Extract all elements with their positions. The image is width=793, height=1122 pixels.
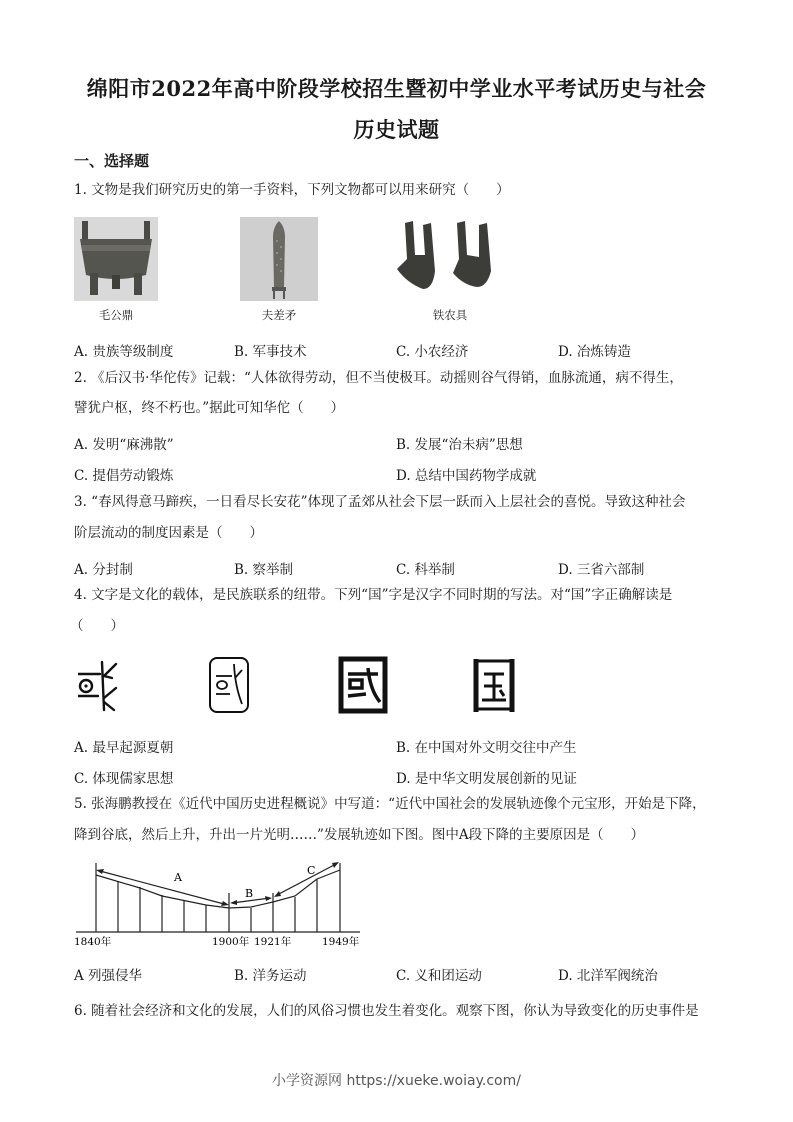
q5-option-d[interactable]: D. 北洋军阀统治 [558,968,658,984]
page-subtitle: 历史试题 [353,117,440,142]
q4-option-d[interactable]: D. 是中华文明发展创新的见证 [396,771,577,787]
q3-option-a[interactable]: A. 分封制 [74,562,133,578]
seal-script-guo-glyph [208,656,250,714]
q5-option-b[interactable]: B. 洋务运动 [234,968,307,984]
question-2-stem-line-1: 2. 《后汉书·华佗传》记载：“人体欲得劳动，但不当使极耳。动摇则谷气得销，血脉流通，病不得生， [74,370,683,386]
question-2-stem-line-2: 譬犹户枢，终不朽也。”据此可知华佗（ ） [74,400,345,416]
q1-option-c[interactable]: C. 小农经济 [396,344,469,360]
page-title: 绵阳市2022年高中阶段学校招生暨初中学业水平考试历史与社会 [86,76,707,101]
q1-option-a[interactable]: A. 贵族等级制度 [74,344,174,360]
question-3-stem-line-2: 阶层流动的制度因素是（ ） [74,525,263,541]
q2-option-b[interactable]: B. 发展“治未病”思想 [396,437,523,453]
question-5-stem-line-2: 降到谷底，然后上升，升出一片光明……”发展轨迹如下图。图中A段下降的主要原因是（ ） [74,827,645,843]
question-1-stem: 1. 文物是我们研究历史的第一手资料，下列文物都可以用来研究（ ） [74,182,510,198]
q1-option-b[interactable]: B. 军事技术 [234,344,307,360]
q2-option-c[interactable]: C. 提倡劳动锻炼 [74,468,174,484]
segment-b-label: B [245,887,254,900]
development-trajectory-diagram [74,855,364,950]
segment-a-label: A [174,871,182,884]
year-label: 1900年 [212,936,250,948]
question-4-stem-line-1: 4. 文字是文化的载体，是民族联系的纽带。下列“国”字是汉字不同时期的写法。对“国”字正确解读是 [74,587,673,603]
question-3-stem-line-1: 3. “春风得意马蹄疾，一日看尽长安花”体现了孟郊从社会下层一跃而入上层社会的喜悦。导致这种社会 [74,494,686,510]
question-5-stem-line-1: 5. 张海鹏教授在《近代中国历史进程概说》中写道：“近代中国社会的发展轨迹像个元宝形，开始是下降， [74,796,706,812]
bronze-ding-image [74,217,158,301]
q3-option-b[interactable]: B. 察举制 [234,562,294,578]
year-label: 1840年 [74,936,112,948]
q1-option-d[interactable]: D. 冶炼铸造 [558,344,631,360]
q2-option-d[interactable]: D. 总结中国药物学成就 [396,468,537,484]
q3-option-d[interactable]: D. 三省六部制 [558,562,645,578]
traditional-guo-glyph [338,656,388,714]
year-label: 1921年 [254,936,292,948]
image-caption: 夫差矛 [261,308,297,322]
q5-option-a[interactable]: A 列强侵华 [74,968,143,984]
year-label: 1949年 [322,936,360,948]
image-caption: 毛公鼎 [98,308,134,322]
oracle-bone-guo-glyph [78,656,120,714]
bronze-spear-image [240,217,318,301]
question-4-stem-line-2: （ ） [70,618,124,634]
watermark-footer: 小学资源网 https://xueke.woiay.com/ [272,1073,521,1089]
q5-option-c[interactable]: C. 义和团运动 [396,968,482,984]
q2-option-a[interactable]: A. 发明“麻沸散” [74,437,174,453]
q4-option-b[interactable]: B. 在中国对外文明交往中产生 [396,740,577,756]
simplified-guo-glyph [472,656,518,714]
q4-option-a[interactable]: A. 最早起源夏朝 [74,740,174,756]
image-caption: 铁农具 [432,308,468,322]
segment-c-label: C [307,864,316,877]
section-heading: 一、选择题 [74,152,150,170]
q3-option-c[interactable]: C. 科举制 [396,562,455,578]
iron-tools-image [393,215,508,299]
question-6-stem: 6. 随着社会经济和文化的发展，人们的风俗习惯也发生着变化。观察下图，你认为导致变化的历史事件是 [74,1003,699,1019]
q4-option-c[interactable]: C. 体现儒家思想 [74,771,174,787]
